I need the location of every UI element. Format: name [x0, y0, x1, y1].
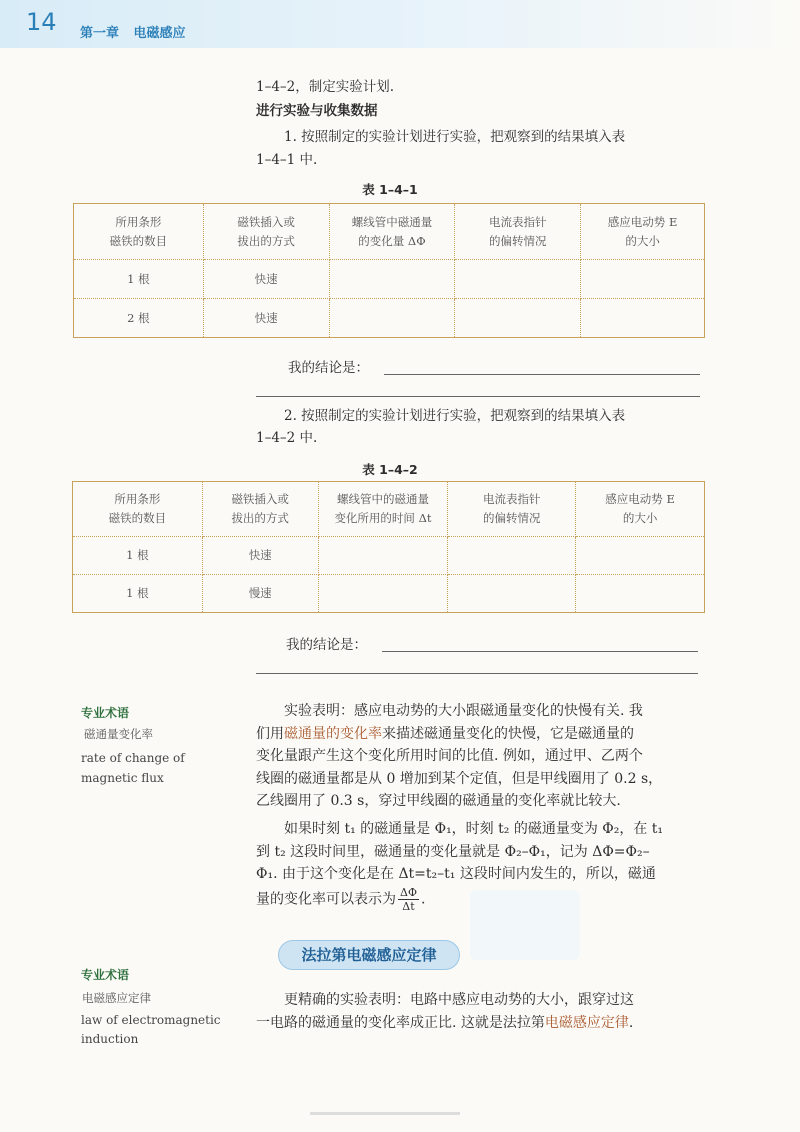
table1-header-cell: 感应电动势 E 的大小	[581, 204, 705, 260]
conclusion-blank-1a[interactable]	[384, 374, 700, 375]
conclusion-label-2: 我的结论是：	[286, 637, 367, 653]
para1-line: 实验表明：感应电动势的大小跟磁通量变化的快慢有关. 我	[284, 703, 643, 719]
section-title-badge: 法拉第电磁感应定律	[278, 940, 460, 970]
table2-caption: 表 1–4–2	[362, 462, 418, 477]
table-cell[interactable]	[581, 299, 705, 338]
step-intro: 1–4–2，制定实验计划.	[256, 79, 395, 95]
sidebar1-title: 专业术语	[81, 706, 130, 720]
table-row	[74, 260, 705, 299]
para2-line: 量的变化率可以表示为 $\frac{\Delta\Phi}{\Delta t}$ .	[256, 885, 426, 913]
para1-line: 变化量跟产生这个变化所用时间的比值. 例如，通过甲、乙两个	[256, 748, 643, 764]
table1-caption: 表 1–4–1	[362, 182, 418, 197]
item1-line1: 1. 按照制定的实验计划进行实验，把观察到的结果填入表	[284, 129, 626, 145]
table-cell: 2 根	[74, 299, 204, 338]
table2-header-cell: 感应电动势 E 的大小	[576, 482, 705, 537]
chapter-number: 第一章	[80, 26, 120, 41]
para3-line: 更精确的实验表明：电路中感应电动势的大小，跟穿过这	[284, 992, 634, 1008]
item1-line2: 1–4–1 中.	[256, 152, 318, 168]
paragraph-faraday-law	[256, 989, 706, 1034]
conclusion-blank-2a[interactable]	[382, 651, 698, 652]
table-cell[interactable]	[581, 260, 705, 299]
table-row	[73, 537, 705, 575]
para1-line: 乙线圈用了 0.3 s，穿过甲线圈的磁通量的变化率就比较大.	[256, 793, 621, 809]
flux-rate-fraction: $\frac{\Delta\Phi}{\Delta t}$	[400, 885, 417, 913]
item2-line1: 2. 按照制定的实验计划进行实验，把观察到的结果填入表	[284, 408, 626, 424]
table2-header-cell: 所用条形 磁铁的数目	[73, 482, 203, 537]
table-cell: 1 根	[74, 260, 204, 299]
table1-header-cell: 电流表指针 的偏转情况	[455, 204, 581, 260]
table-cell[interactable]	[448, 575, 576, 613]
table2-header-cell: 磁铁插入或 拔出的方式	[202, 482, 318, 537]
item2-line2: 1–4–2 中.	[256, 430, 318, 446]
para2-line: Φ₁. 由于这个变化是在 Δt=t₂–t₁ 这段时间内发生的，所以，磁通	[256, 866, 656, 882]
table-cell: 1 根	[73, 537, 203, 575]
sidebar1-term-en-2: magnetic flux	[81, 771, 164, 785]
para3-line: 一电路的磁通量的变化率成正比. 这就是法拉第电磁感应定律.	[256, 1014, 634, 1031]
para2-line: 到 t₂ 这段时间里，磁通量的变化量就是 Φ₂–Φ₁，记为 ΔΦ=Φ₂–	[256, 843, 650, 860]
footer-bar	[310, 1112, 460, 1115]
chapter-title: 电磁感应	[133, 26, 186, 41]
paragraph-experiment	[256, 700, 706, 813]
chapter-heading	[80, 22, 196, 41]
sidebar2-term-zh: 电磁感应定律	[82, 991, 151, 1005]
table-cell[interactable]	[455, 260, 581, 299]
table-cell: 快速	[203, 299, 329, 338]
conclusion-blank-2b[interactable]	[256, 673, 698, 674]
table-cell[interactable]	[318, 537, 448, 575]
sidebar1-term-en-1: rate of change of	[81, 751, 185, 765]
table-cell: 快速	[202, 537, 318, 575]
table1-header-row	[74, 204, 705, 260]
table2-header-cell: 电流表指针 的偏转情况	[448, 482, 576, 537]
para2-line: 如果时刻 t₁ 的磁通量是 Φ₁，时刻 t₂ 的磁通量变为 Φ₂，在 t₁	[284, 821, 664, 837]
faint-illustration	[470, 890, 580, 960]
table-cell: 慢速	[202, 575, 318, 613]
table-cell: 快速	[203, 260, 329, 299]
sidebar2-term-en-1: law of electromagnetic	[81, 1013, 221, 1027]
table2-header-row	[73, 482, 705, 537]
table-cell[interactable]	[318, 575, 448, 613]
table-row	[73, 575, 705, 613]
conclusion-label-1: 我的结论是：	[288, 360, 369, 376]
table-cell[interactable]	[448, 537, 576, 575]
table-1-4-1	[73, 203, 705, 338]
table-cell[interactable]	[329, 260, 455, 299]
table1-header-cell: 所用条形 磁铁的数目	[74, 204, 204, 260]
table-cell[interactable]	[576, 537, 705, 575]
table-cell[interactable]	[576, 575, 705, 613]
term-faraday-law: 电磁感应定律	[544, 1014, 629, 1031]
table-cell[interactable]	[455, 299, 581, 338]
section-collect-heading: 进行实验与收集数据	[256, 103, 378, 119]
table1-header-cell: 磁铁插入或 拔出的方式	[203, 204, 329, 260]
sidebar2-term-en-2: induction	[81, 1032, 139, 1046]
para1-line: 线圈的磁通量都是从 0 增加到某个定值，但是甲线圈用了 0.2 s，	[256, 770, 663, 787]
sidebar1-term-zh: 磁通量变化率	[84, 727, 153, 741]
table-row	[74, 299, 705, 338]
page-number: 14	[26, 8, 57, 36]
conclusion-blank-1b[interactable]	[256, 396, 700, 397]
table1-header-cell: 螺线管中磁通量 的变化量 ΔΦ	[329, 204, 455, 260]
table-cell[interactable]	[329, 299, 455, 338]
table-cell: 1 根	[73, 575, 203, 613]
table-1-4-2	[72, 481, 705, 613]
term-flux-change-rate: 磁通量的变化率	[284, 725, 382, 742]
table2-header-cell: 螺线管中的磁通量 变化所用的时间 Δt	[318, 482, 448, 537]
para1-line: 们用磁通量的变化率来描述磁通量变化的快慢，它是磁通量的	[256, 725, 634, 742]
sidebar2-title: 专业术语	[81, 968, 130, 982]
